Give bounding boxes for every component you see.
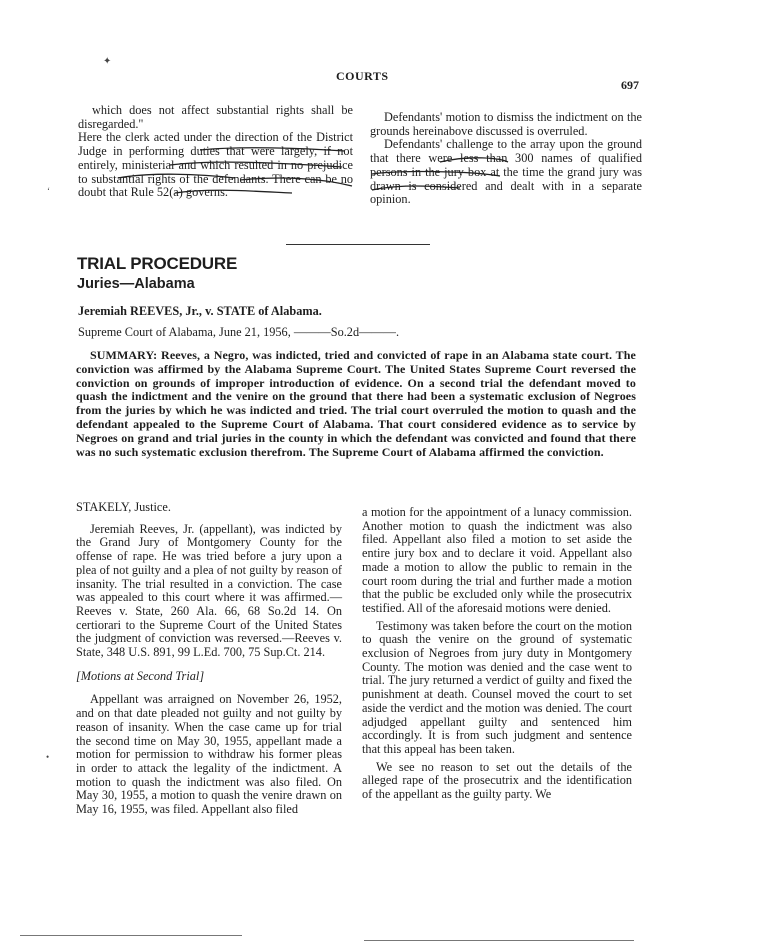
top-left-column xyxy=(78,104,353,200)
section-title: TRIAL PROCEDURE xyxy=(77,254,238,273)
judge-name: STAKELY, Justice. xyxy=(76,500,171,514)
scan-speck: • xyxy=(46,752,50,762)
court-line: Supreme Court of Alabama, June 21, 1956, ———So.2d———. xyxy=(78,325,400,339)
summary-label: SUMMARY: xyxy=(90,348,158,362)
scan-speck: ✦ xyxy=(103,56,112,67)
running-head: COURTS xyxy=(336,69,389,83)
opinion-right-column xyxy=(362,506,632,802)
summary-block xyxy=(76,349,636,459)
dismiss-motion-paragraph: Defendants' motion to dismiss the indictment on the grounds hereinabove discussed is overruled. xyxy=(370,110,642,138)
scan-edge-left xyxy=(20,935,242,936)
page-number: 697 xyxy=(621,78,639,92)
opinion-left-paragraph-1: Jeremiah Reeves, Jr. (appellant), was indicted by the Grand Jury of Montgomery County for the offense of rape. He was tried before a jury upon a plea of not guilty and a plea of not guilty by reason of insanity. The trial resulted in a conviction. The case was appealed to this court where it was affirmed.—Reeves v. State, 260 Ala. 66, 68 So.2d 14. On certiorari to the Supreme Court of the United States the judgment of conviction was reversed.—Reeves v. State, 348 U.S. 891, 99 L.Ed. 700, 75 Sup.Ct. 214. xyxy=(76,521,342,660)
opinion-right-paragraph-1: a motion for the appointment of a lunacy commission. Another motion to quash the indictment was also filed. Appellant also filed a motion to set aside the entire jury box and to declare it void. Appellant also made a motion to allow the public to remain in the court room during the trial and further made a motion that the public be excluded only while the prosecutrix testified. All of the aforesaid motions were denied. xyxy=(362,505,632,615)
challenge-paragraph: Defendants' challenge to the array upon the ground that there were less than 300 names of qualified persons in the jury box at the time the grand jury was drawn is considered and dealt with in a separate opinion. xyxy=(370,137,642,207)
case-caption: Jeremiah REEVES, Jr., v. STATE of Alabama. xyxy=(78,304,322,318)
scan-speck: ʻ xyxy=(47,186,50,196)
summary-text: Reeves, a Negro, was indicted, tried and convicted of rape in an Alabama state court. The conviction was affirmed by the Alabama Supreme Court. The United States Supreme Court reversed the conviction on grounds of improper introduction of evidence. On a second trial the defendant moved to quash the indictment and the venire on the ground that there had been a systematic exclusion of Negroes from the juries by which he was indicted and tried. The trial court overruled the motion to quash and the defendant appealed to the Supreme Court of Alabama. That court considered evidence as to service by Negroes on grand and trial juries in the county in which the defendant was convicted and found that there was no such systematic exclusion therefrom. The Supreme Court of Alabama affirmed the conviction. xyxy=(76,348,636,459)
top-right-column xyxy=(370,111,642,207)
section-divider xyxy=(286,244,430,245)
clerk-paragraph: Here the clerk acted under the direction of the District Judge in performing duties that were largely, if not entirely, ministerial and which resulted in no prejudice to substantial rights of the defendants. There can be no doubt that Rule 52(a) governs. xyxy=(78,130,353,200)
opinion-right-paragraph-3: We see no reason to set out the details of the alleged rape of the prosecutrix and the identification of the appellant as the guilty party. We xyxy=(362,759,632,802)
opinion-left-column xyxy=(76,501,342,817)
motions-subhead: [Motions at Second Trial] xyxy=(76,668,205,683)
quote-end: which does not affect substantial rights shall be disregarded." xyxy=(78,103,353,131)
opinion-right-paragraph-2: Testimony was taken before the court on the motion to quash the venire on the ground of systematic exclusion of Negroes from jury duty in Montgomery County. The motion was denied and the case went to trial. The jury returned a verdict of guilty and fixed the punishment at death. Counsel moved the court to set aside the verdict and the motion was denied. The court adjudged appellant guilty and sentenced him accordingly. It is from such judgment and sentence that this appeal has been taken. xyxy=(362,618,632,756)
scan-edge-right xyxy=(364,940,634,941)
opinion-left-paragraph-2: Appellant was arraigned on November 26, 1952, and on that date pleaded not guilty and not guilty by reason of insanity. When the case came up for trial the second time on May 30, 1955, appellant made a motion for permission to withdraw his former pleas in order to attack the legality of the indictment. A motion to quash the indictment was also filed. On May 30, 1955, a motion to quash the venire drawn on May 16, 1955, was filed. Appellant also filed xyxy=(76,692,342,817)
section-subtitle: Juries—Alabama xyxy=(77,276,195,292)
